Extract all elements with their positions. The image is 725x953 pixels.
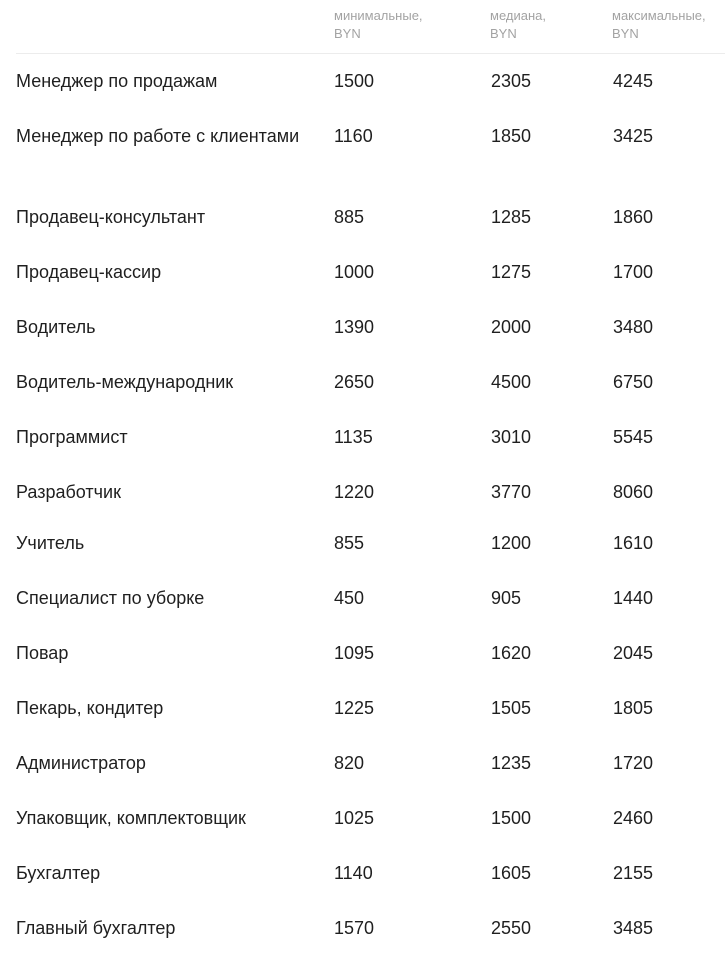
median-cell: 1620 <box>491 643 532 663</box>
profession-cell: Пекарь, кондитер <box>16 698 164 718</box>
min-cell: 450 <box>334 588 365 608</box>
table-header <box>16 0 725 54</box>
profession-cell: Администратор <box>16 753 146 773</box>
median-cell: 3770 <box>491 482 532 502</box>
median-cell: 1235 <box>491 753 532 773</box>
max-cell: 1440 <box>613 588 654 608</box>
median-cell: 1505 <box>491 698 532 718</box>
min-cell: 1220 <box>334 482 375 502</box>
median-cell: 2550 <box>491 918 532 938</box>
max-cell: 8060 <box>613 482 654 502</box>
max-cell: 4245 <box>613 71 654 91</box>
median-cell: 4500 <box>491 372 532 392</box>
median-cell: 905 <box>491 588 522 608</box>
median-cell: 1500 <box>491 808 532 828</box>
min-cell: 2650 <box>334 372 375 392</box>
profession-cell: Продавец-кассир <box>16 262 162 282</box>
max-cell: 6750 <box>613 372 654 392</box>
min-cell: 855 <box>334 533 365 553</box>
min-cell: 1135 <box>334 427 373 447</box>
min-cell: 1140 <box>334 863 373 883</box>
min-cell: 1095 <box>334 643 375 663</box>
profession-cell: Упаковщик, комплектовщик <box>16 808 246 828</box>
header-max: максимальные, BYN <box>612 8 706 41</box>
profession-cell: Водитель-международник <box>16 372 234 392</box>
profession-cell: Менеджер по продажам <box>16 71 218 91</box>
header-median: медиана, BYN <box>490 8 546 41</box>
min-cell: 1000 <box>334 262 375 282</box>
median-cell: 2305 <box>491 71 532 91</box>
max-cell: 2045 <box>613 643 654 663</box>
median-cell: 1275 <box>491 262 532 282</box>
max-cell: 1860 <box>613 207 654 227</box>
median-cell: 1200 <box>491 533 532 553</box>
profession-cell: Специалист по уборке <box>16 588 205 608</box>
min-cell: 885 <box>334 207 365 227</box>
max-cell: 1610 <box>613 533 654 553</box>
header-min: минимальные, BYN <box>334 8 423 41</box>
median-cell: 2000 <box>491 317 532 337</box>
profession-cell: Водитель <box>16 317 96 337</box>
max-cell: 1805 <box>613 698 654 718</box>
median-cell: 1850 <box>491 126 532 146</box>
max-cell: 2460 <box>613 808 654 828</box>
profession-cell: Продавец-консультант <box>16 207 206 227</box>
min-cell: 1025 <box>334 808 375 828</box>
profession-cell: Разработчик <box>16 482 121 502</box>
profession-cell: Главный бухгалтер <box>16 918 176 938</box>
min-cell: 1570 <box>334 918 375 938</box>
max-cell: 5545 <box>613 427 654 447</box>
profession-cell: Учитель <box>16 533 85 553</box>
min-cell: 820 <box>334 753 365 773</box>
min-cell: 1225 <box>334 698 375 718</box>
profession-cell: Программист <box>16 427 128 447</box>
profession-cell: Бухгалтер <box>16 863 101 883</box>
max-cell: 3485 <box>613 918 654 938</box>
profession-cell: Менеджер по работе с клиентами <box>16 126 300 146</box>
max-cell: 3425 <box>613 126 654 146</box>
median-cell: 1605 <box>491 863 532 883</box>
median-cell: 1285 <box>491 207 532 227</box>
min-cell: 1160 <box>334 126 373 146</box>
max-cell: 2155 <box>613 863 654 883</box>
max-cell: 3480 <box>613 317 654 337</box>
profession-cell: Повар <box>16 643 69 663</box>
median-cell: 3010 <box>491 427 532 447</box>
min-cell: 1390 <box>334 317 375 337</box>
max-cell: 1720 <box>613 753 654 773</box>
max-cell: 1700 <box>613 262 654 282</box>
min-cell: 1500 <box>334 71 375 91</box>
